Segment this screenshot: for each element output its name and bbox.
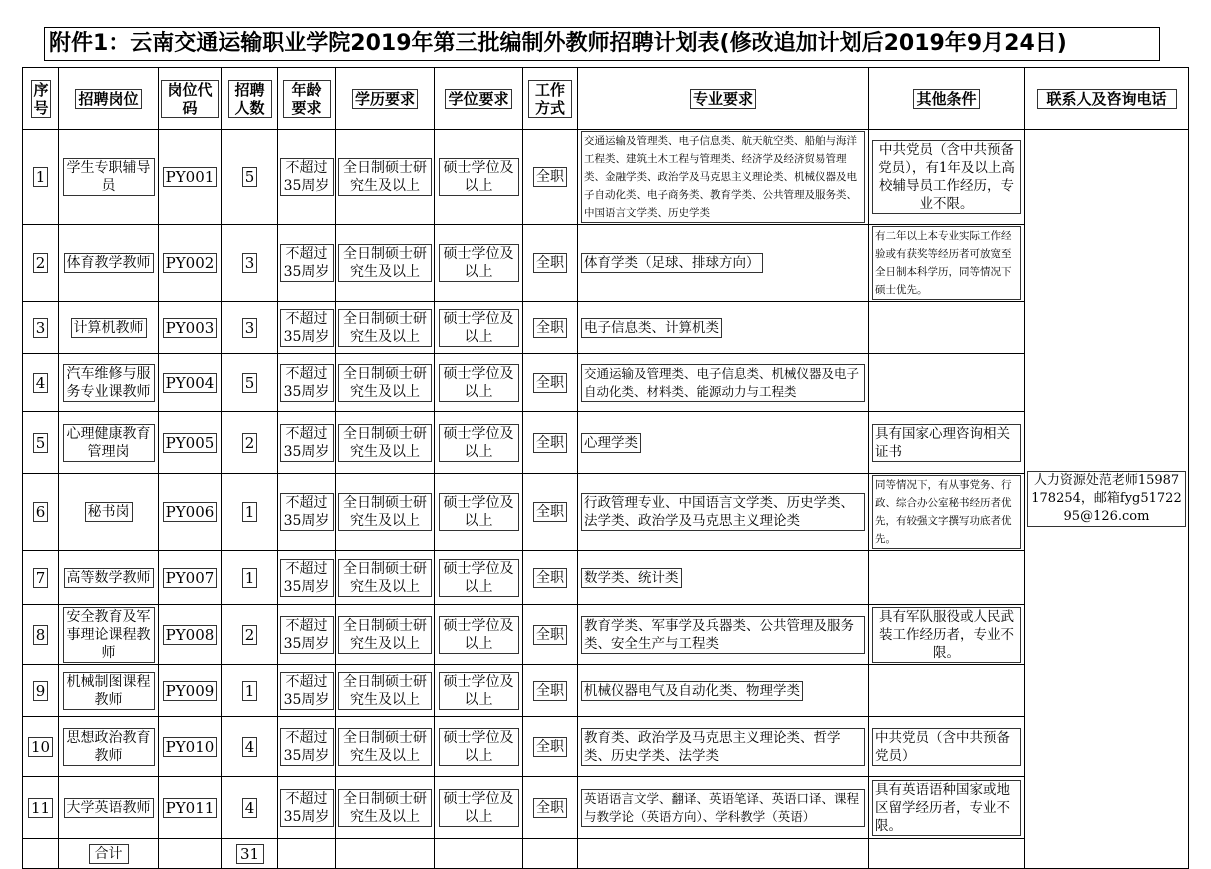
cell-degree: 硕士学位及以上 [435,777,523,839]
cell-edu: 全日制硕士研究生及以上 [336,225,435,302]
cell-degree: 硕士学位及以上 [435,130,523,225]
cell-mode: 全职 [523,130,578,225]
cell-count: 5 [222,130,278,225]
cell-seq: 10 [23,717,59,777]
cell-seq: 1 [23,130,59,225]
cell-age: 不超过35周岁 [278,551,336,605]
cell-edu: 全日制硕士研究生及以上 [336,412,435,474]
cell-post: 秘书岗 [59,474,159,551]
cell-other: 同等情况下，有从事党务、行政、综合办公室秘书经历者优先，有较强文字撰写功底者优先。 [869,474,1025,551]
table-row [23,665,1189,717]
cell-code: PY004 [159,354,222,412]
cell-code: PY011 [159,777,222,839]
cell-contact: 人力资源处范老师15987178254，邮箱fyg5172295@126.com [1025,130,1189,869]
cell-edu: 全日制硕士研究生及以上 [336,354,435,412]
cell-other: 中共党员（含中共预备党员） [869,717,1025,777]
table-row [23,777,1189,839]
cell-count: 3 [222,302,278,354]
cell-major: 体育学类（足球、排球方向） [578,225,869,302]
cell-code: PY002 [159,225,222,302]
cell-degree: 硕士学位及以上 [435,474,523,551]
header-degree: 学位要求 [435,68,523,130]
cell-mode: 全职 [523,551,578,605]
cell-degree: 硕士学位及以上 [435,665,523,717]
cell-edu: 全日制硕士研究生及以上 [336,551,435,605]
cell-degree: 硕士学位及以上 [435,302,523,354]
table-row [23,474,1189,551]
table-row [23,302,1189,354]
cell-edu: 全日制硕士研究生及以上 [336,777,435,839]
cell-age: 不超过35周岁 [278,605,336,665]
cell-count: 1 [222,665,278,717]
table-row [23,412,1189,474]
cell-empty [23,839,59,869]
cell-mode: 全职 [523,354,578,412]
cell-other [869,354,1025,412]
cell-mode: 全职 [523,605,578,665]
cell-count: 4 [222,777,278,839]
cell-count: 3 [222,225,278,302]
cell-count: 1 [222,474,278,551]
cell-seq: 11 [23,777,59,839]
cell-code: PY010 [159,717,222,777]
document-title: 附件1：云南交通运输职业学院2019年第三批编制外教师招聘计划表(修改追加计划后2019年9月24日) [44,27,1160,61]
cell-code: PY003 [159,302,222,354]
cell-code: PY008 [159,605,222,665]
cell-seq: 2 [23,225,59,302]
cell-edu: 全日制硕士研究生及以上 [336,130,435,225]
cell-other [869,302,1025,354]
total-label: 合计 [59,839,159,869]
cell-other [869,665,1025,717]
cell-post: 安全教育及军事理论课程教师 [59,605,159,665]
cell-age: 不超过35周岁 [278,474,336,551]
cell-age: 不超过35周岁 [278,665,336,717]
cell-post: 体育教学教师 [59,225,159,302]
table-row [23,551,1189,605]
header-age: 年龄要求 [278,68,336,130]
cell-count: 2 [222,605,278,665]
cell-degree: 硕士学位及以上 [435,225,523,302]
cell-empty [869,839,1025,869]
cell-degree: 硕士学位及以上 [435,605,523,665]
cell-count: 1 [222,551,278,605]
total-count: 31 [222,839,278,869]
cell-other: 具有英语语种国家或地区留学经历者，专业不限。 [869,777,1025,839]
cell-empty [159,839,222,869]
cell-post: 思想政治教育教师 [59,717,159,777]
cell-empty [336,839,435,869]
cell-post: 计算机教师 [59,302,159,354]
cell-age: 不超过35周岁 [278,777,336,839]
cell-other [869,551,1025,605]
cell-age: 不超过35周岁 [278,225,336,302]
cell-other: 有二年以上本专业实际工作经验或有获奖等经历者可放宽至全日制本科学历，同等情况下硕士优先。 [869,225,1025,302]
total-row [23,839,1189,869]
header-other: 其他条件 [869,68,1025,130]
cell-degree: 硕士学位及以上 [435,354,523,412]
cell-post: 大学英语教师 [59,777,159,839]
header-contact: 联系人及咨询电话 [1025,68,1189,130]
cell-post: 学生专职辅导员 [59,130,159,225]
cell-age: 不超过35周岁 [278,354,336,412]
cell-seq: 3 [23,302,59,354]
cell-post: 汽车维修与服务专业课教师 [59,354,159,412]
cell-edu: 全日制硕士研究生及以上 [336,302,435,354]
cell-edu: 全日制硕士研究生及以上 [336,605,435,665]
header-code: 岗位代码 [159,68,222,130]
cell-age: 不超过35周岁 [278,302,336,354]
table-row [23,717,1189,777]
header-seq: 序号 [23,68,59,130]
cell-mode: 全职 [523,777,578,839]
cell-major: 教育类、政治学及马克思主义理论类、哲学类、历史学类、法学类 [578,717,869,777]
cell-post: 机械制图课程教师 [59,665,159,717]
cell-mode: 全职 [523,412,578,474]
cell-empty [435,839,523,869]
cell-code: PY006 [159,474,222,551]
cell-major: 电子信息类、计算机类 [578,302,869,354]
cell-edu: 全日制硕士研究生及以上 [336,717,435,777]
cell-count: 5 [222,354,278,412]
cell-other: 具有国家心理咨询相关证书 [869,412,1025,474]
cell-major: 教育学类、军事学及兵器类、公共管理及服务类、安全生产与工程类 [578,605,869,665]
cell-seq: 9 [23,665,59,717]
cell-post: 高等数学教师 [59,551,159,605]
table-row [23,130,1189,225]
cell-major: 数学类、统计类 [578,551,869,605]
table-row [23,354,1189,412]
cell-mode: 全职 [523,302,578,354]
header-count: 招聘人数 [222,68,278,130]
cell-age: 不超过35周岁 [278,130,336,225]
cell-mode: 全职 [523,225,578,302]
header-row [23,68,1189,130]
recruitment-table [22,67,1189,869]
cell-code: PY007 [159,551,222,605]
table-row [23,225,1189,302]
cell-age: 不超过35周岁 [278,717,336,777]
table-row [23,605,1189,665]
cell-empty [578,839,869,869]
cell-major: 交通运输及管理类、电子信息类、机械仪器及电子自动化类、材料类、能源动力与工程类 [578,354,869,412]
cell-mode: 全职 [523,717,578,777]
cell-seq: 4 [23,354,59,412]
header-edu: 学历要求 [336,68,435,130]
cell-post: 心理健康教育管理岗 [59,412,159,474]
header-major: 专业要求 [578,68,869,130]
cell-seq: 7 [23,551,59,605]
cell-age: 不超过35周岁 [278,412,336,474]
cell-other: 具有军队服役或人民武装工作经历者，专业不限。 [869,605,1025,665]
cell-empty [523,839,578,869]
cell-seq: 5 [23,412,59,474]
cell-degree: 硕士学位及以上 [435,717,523,777]
cell-mode: 全职 [523,474,578,551]
cell-mode: 全职 [523,665,578,717]
cell-other: 中共党员（含中共预备党员），有1年及以上高校辅导员工作经历，专业不限。 [869,130,1025,225]
cell-major: 行政管理专业、中国语言文学类、历史学类、法学类、政治学及马克思主义理论类 [578,474,869,551]
cell-count: 4 [222,717,278,777]
cell-degree: 硕士学位及以上 [435,551,523,605]
cell-major: 交通运输及管理类、电子信息类、航天航空类、船舶与海洋工程类、建筑土木工程与管理类、经济学及经济贸易管理类、金融学类、政治学及马克思主义理论类、机械仪器及电子自动化类、电子商务类、教育学类、公共管理及服务类、中国语言文学类、历史学类 [578,130,869,225]
cell-seq: 8 [23,605,59,665]
cell-code: PY005 [159,412,222,474]
cell-code: PY001 [159,130,222,225]
header-post: 招聘岗位 [59,68,159,130]
cell-code: PY009 [159,665,222,717]
cell-edu: 全日制硕士研究生及以上 [336,474,435,551]
cell-empty [278,839,336,869]
cell-count: 2 [222,412,278,474]
cell-major: 心理学类 [578,412,869,474]
cell-major: 机械仪器电气及自动化类、物理学类 [578,665,869,717]
cell-edu: 全日制硕士研究生及以上 [336,665,435,717]
cell-major: 英语语言文学、翻译、英语笔译、英语口译、课程与教学论（英语方向）、学科教学（英语） [578,777,869,839]
cell-degree: 硕士学位及以上 [435,412,523,474]
cell-seq: 6 [23,474,59,551]
header-mode: 工作方式 [523,68,578,130]
